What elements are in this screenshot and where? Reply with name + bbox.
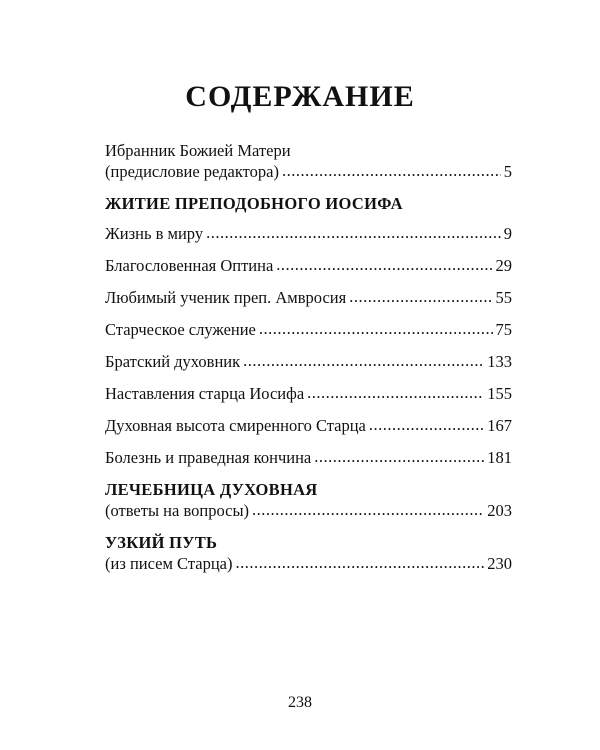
dot-leader xyxy=(369,414,484,435)
page-number: 238 xyxy=(288,694,312,711)
toc-entry-subtitle: (из писем Старца) xyxy=(105,554,233,573)
dot-leader xyxy=(307,382,484,403)
toc-page-number: 29 xyxy=(495,256,512,275)
toc-entry xyxy=(105,223,512,244)
section-heading: ЖИТИЕ ПРЕПОДОБНОГО ИОСИФА xyxy=(105,194,403,213)
table-of-contents xyxy=(105,140,512,585)
toc-page-number: 75 xyxy=(495,320,512,339)
toc-entry-title: Старческое служение xyxy=(105,320,256,339)
toc-page-number: 155 xyxy=(487,384,512,403)
toc-entry xyxy=(105,255,512,276)
toc-section-entry xyxy=(105,479,512,521)
toc-entry-title: Любимый ученик преп. Амвросия xyxy=(105,288,347,307)
toc-page-number: 133 xyxy=(487,352,512,371)
toc-entry-title: Братский духовник xyxy=(105,352,241,371)
toc-entry-title: Наставления старца Иосифа xyxy=(105,384,305,403)
toc-entry xyxy=(105,447,512,468)
dot-leader xyxy=(243,350,484,371)
dot-leader xyxy=(206,222,501,243)
toc-entry-subtitle: (предисловие редактора) xyxy=(105,162,279,181)
toc-entry-title: Жизнь в миру xyxy=(105,224,204,243)
toc-entry xyxy=(105,351,512,372)
toc-entry xyxy=(105,319,512,340)
dot-leader xyxy=(349,286,492,307)
toc-page-number: 5 xyxy=(503,162,512,181)
toc-entry-intro xyxy=(105,140,512,182)
page-title: СОДЕРЖАНИЕ xyxy=(185,80,415,113)
toc-page-number: 167 xyxy=(487,416,512,435)
toc-entry-line xyxy=(105,161,512,182)
dot-leader xyxy=(252,499,484,520)
toc-page-number: 55 xyxy=(495,288,512,307)
dot-leader xyxy=(276,254,492,275)
toc-page-number: 230 xyxy=(487,554,512,573)
toc-entry-title: Болезнь и праведная кончина xyxy=(105,448,312,467)
toc-entry xyxy=(105,415,512,436)
toc-entry-line xyxy=(105,500,512,521)
toc-entry xyxy=(105,383,512,404)
toc-page-number: 9 xyxy=(503,224,512,243)
dot-leader xyxy=(282,160,501,181)
toc-entry-title: Ибранник Божией Матери xyxy=(105,141,291,160)
toc-entry-title: Духовная высота смиренного Старца xyxy=(105,416,366,435)
toc-entry-subtitle: (ответы на вопросы) xyxy=(105,501,250,520)
dot-leader xyxy=(259,318,493,339)
dot-leader xyxy=(314,446,484,467)
section-heading: УЗКИЙ ПУТЬ xyxy=(105,533,218,552)
toc-entry-line xyxy=(105,553,512,574)
toc-page-number: 203 xyxy=(487,501,512,520)
section-heading: ЛЕЧЕБНИЦА ДУХОВНАЯ xyxy=(105,480,318,499)
toc-section-entry xyxy=(105,532,512,574)
toc-page-number: 181 xyxy=(487,448,512,467)
dot-leader xyxy=(235,552,484,573)
toc-entry xyxy=(105,287,512,308)
toc-entry-title: Благословенная Оптина xyxy=(105,256,274,275)
